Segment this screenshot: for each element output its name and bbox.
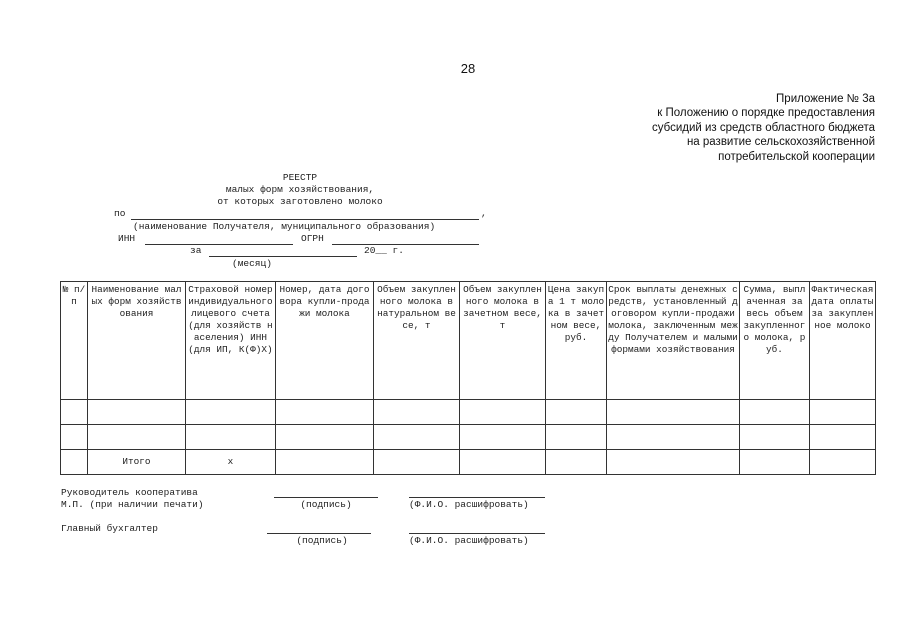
appendix-header <box>515 92 875 164</box>
table-cell <box>61 425 88 450</box>
inn-line <box>145 244 293 245</box>
head-signature-line <box>274 497 378 498</box>
col-header-contract: Номер, дата договора купли-продажи молока <box>276 282 374 400</box>
accountant-name-caption: (Ф.И.О. расшифровать) <box>409 535 529 546</box>
registry-subtitle: малых форм хозяйствования, <box>225 184 375 195</box>
po-trailing: , <box>481 208 487 219</box>
year-label: 20__ г. <box>364 245 404 256</box>
recipient-caption: (наименование Получателя, муниципального образования) <box>133 221 436 232</box>
ogrn-label: ОГРН <box>301 233 324 244</box>
table-cell <box>607 450 740 475</box>
table-total-row <box>61 450 876 475</box>
head-signature-caption: (подпись) <box>300 499 352 510</box>
table-cell <box>460 450 546 475</box>
inn-label: ИНН <box>118 233 136 244</box>
table-cell <box>374 425 460 450</box>
head-name-line <box>409 497 545 498</box>
table-cell <box>374 400 460 425</box>
total-label: Итого <box>88 450 186 475</box>
table-cell <box>460 425 546 450</box>
registry-title: РЕЕСТР <box>282 172 318 183</box>
table-cell <box>810 425 876 450</box>
stamp-note: М.П. (при наличии печати) <box>61 499 204 510</box>
table-cell <box>61 450 88 475</box>
month-caption: (месяц) <box>232 258 272 269</box>
ogrn-line <box>332 244 479 245</box>
recipient-name-line <box>131 219 479 220</box>
col-header-payment-term: Срок выплаты денежных средств, установленный договором купли-продажи молока, заключенным между Получателем и малыми формами хозяйствования <box>607 282 740 400</box>
appendix-line: субсидий из средств областного бюджета <box>651 121 875 134</box>
table-cell <box>546 400 607 425</box>
month-line <box>209 256 357 257</box>
appendix-line: Приложение № 3а <box>776 93 875 105</box>
table-cell <box>186 400 276 425</box>
total-mark: х <box>186 450 276 475</box>
col-header-price: Цена закупа 1 т молока в зачетном весе, руб. <box>546 282 607 400</box>
table-cell <box>740 450 810 475</box>
registry-table <box>60 281 876 475</box>
za-label: за <box>190 245 202 256</box>
col-header-volume-natural: Объем закупленного молока в натуральном весе, т <box>374 282 460 400</box>
table-cell <box>276 450 374 475</box>
chief-accountant-title: Главный бухгалтер <box>61 523 158 534</box>
registry-subtitle: от которых заготовлено молоко <box>217 196 383 207</box>
accountant-signature-line <box>267 533 371 534</box>
page-number: 28 <box>460 61 476 76</box>
head-name-caption: (Ф.И.О. расшифровать) <box>409 499 529 510</box>
table-cell <box>276 400 374 425</box>
table-cell <box>740 400 810 425</box>
col-header-volume-credit: Объем закупленного молока в зачетном весе, т <box>460 282 546 400</box>
table-cell <box>810 400 876 425</box>
po-label: по <box>114 208 126 219</box>
table-cell <box>88 400 186 425</box>
accountant-name-line <box>409 533 545 534</box>
table-cell <box>186 425 276 450</box>
table-row <box>61 425 876 450</box>
appendix-line: к Положению о порядке предоставления <box>657 107 875 120</box>
table-header-row <box>61 282 876 400</box>
table-cell <box>460 400 546 425</box>
table-cell <box>61 400 88 425</box>
table-cell <box>740 425 810 450</box>
col-header-entity-name: Наименование малых форм хозяйствования <box>88 282 186 400</box>
table-cell <box>374 450 460 475</box>
head-title: Руководитель кооператива <box>61 487 198 498</box>
table-row <box>61 400 876 425</box>
col-header-snils-inn: Страховой номер индивидуального лицевого счета (для хозяйств населения) ИНН (для ИП, К(Ф)Х) <box>186 282 276 400</box>
table-cell <box>810 450 876 475</box>
col-header-amount-paid: Сумма, выплаченная за весь объем закупленного молока, руб. <box>740 282 810 400</box>
accountant-signature-caption: (подпись) <box>296 535 348 546</box>
table-cell <box>607 400 740 425</box>
table-cell <box>607 425 740 450</box>
col-header-number: № п/п <box>61 282 88 400</box>
appendix-line: на развитие сельскохозяйственной <box>686 136 875 149</box>
col-header-payment-date: Фактическая дата оплаты за закупленное молоко <box>810 282 876 400</box>
table-cell <box>88 425 186 450</box>
table-cell <box>546 450 607 475</box>
table-cell <box>546 425 607 450</box>
appendix-line: потребительской кооперации <box>718 150 875 163</box>
table-cell <box>276 425 374 450</box>
